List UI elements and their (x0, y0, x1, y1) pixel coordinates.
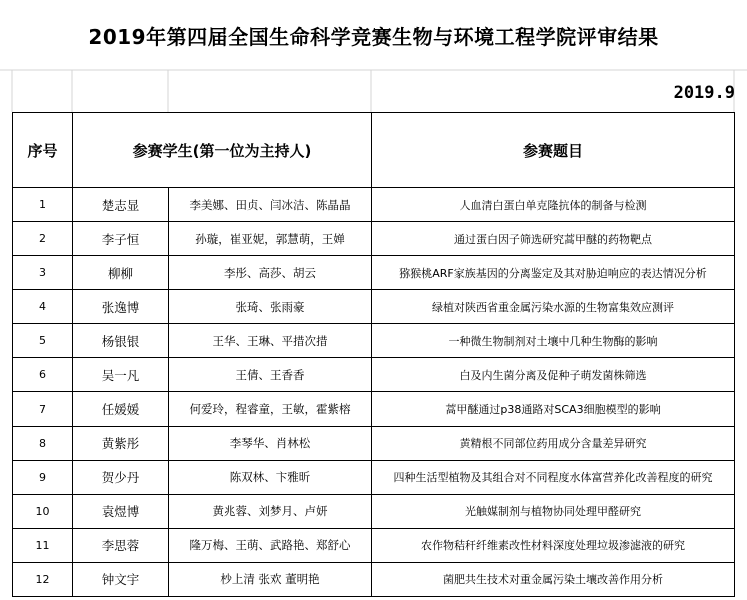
table-row (13, 290, 735, 324)
lead-student: 黄紫彤 (73, 426, 169, 460)
member-students: 隆万梅、王萌、武路艳、郑舒心 (169, 528, 372, 562)
table-row (13, 460, 735, 494)
date-label: 2019.9 (673, 83, 735, 103)
row-number: 6 (13, 358, 73, 392)
table-row (13, 528, 735, 562)
project-topic: 菌肥共生技术对重金属污染土壤改善作用分析 (372, 562, 735, 596)
member-students: 张琦、张雨豪 (169, 290, 372, 324)
project-topic: 一种微生物制剂对土壤中几种生物酶的影响 (372, 324, 735, 358)
project-topic: 蒿甲醚通过p38通路对SCA3细胞模型的影响 (372, 392, 735, 426)
member-students: 李琴华、肖林松 (169, 426, 372, 460)
row-number: 7 (13, 392, 73, 426)
table-row (13, 188, 735, 222)
member-students: 何爱玲，程睿童，王敏，霍紫榕 (169, 392, 372, 426)
row-number: 10 (13, 494, 73, 528)
header-seq: 序号 (13, 113, 73, 188)
lead-student: 李子恒 (73, 222, 169, 256)
lead-student: 楚志显 (73, 188, 169, 222)
row-number: 8 (13, 426, 73, 460)
project-topic: 猕猴桃ARF家族基因的分离鉴定及其对胁迫响应的表达情况分析 (372, 256, 735, 290)
table-row (13, 222, 735, 256)
lead-student: 张逸博 (73, 290, 169, 324)
lead-student: 李思蓉 (73, 528, 169, 562)
table-row (13, 392, 735, 426)
table-row (13, 426, 735, 460)
project-topic: 黄精根不同部位药用成分含量差异研究 (372, 426, 735, 460)
project-topic: 通过蛋白因子筛选研究蒿甲醚的药物靶点 (372, 222, 735, 256)
member-students: 李彤、高莎、胡云 (169, 256, 372, 290)
table-row (13, 494, 735, 528)
row-number: 2 (13, 222, 73, 256)
lead-student: 钟文宇 (73, 562, 169, 596)
member-students: 陈双林、卞雅昕 (169, 460, 372, 494)
results-table (12, 112, 735, 597)
member-students: 李美娜、田贞、闫冰洁、陈晶晶 (169, 188, 372, 222)
project-topic: 四种生活型植物及其组合对不同程度水体富营养化改善程度的研究 (372, 460, 735, 494)
member-students: 王倩、王香香 (169, 358, 372, 392)
lead-student: 柳柳 (73, 256, 169, 290)
table-row (13, 562, 735, 596)
row-number: 5 (13, 324, 73, 358)
member-students: 王华、王琳、平措次措 (169, 324, 372, 358)
header-students: 参赛学生(第一位为主持人) (73, 113, 372, 188)
row-number: 12 (13, 562, 73, 596)
member-students: 杪上清 张欢 董明艳 (169, 562, 372, 596)
row-number: 1 (13, 188, 73, 222)
project-topic: 绿植对陕西省重金属污染水源的生物富集效应测评 (372, 290, 735, 324)
member-students: 孙璇，崔亚妮，郭慧萌，王婵 (169, 222, 372, 256)
project-topic: 人血清白蛋白单克隆抗体的制备与检测 (372, 188, 735, 222)
table-row (13, 324, 735, 358)
header-row (13, 113, 735, 188)
row-number: 3 (13, 256, 73, 290)
row-number: 9 (13, 460, 73, 494)
project-topic: 光触媒制剂与植物协同处理甲醛研究 (372, 494, 735, 528)
lead-student: 任媛媛 (73, 392, 169, 426)
table-row (13, 256, 735, 290)
lead-student: 吴一凡 (73, 358, 169, 392)
header-topic: 参赛题目 (372, 113, 735, 188)
table-row (13, 358, 735, 392)
lead-student: 杨银银 (73, 324, 169, 358)
page-title: 2019年第四届全国生命科学竞赛生物与环境工程学院评审结果 (88, 24, 659, 49)
member-students: 黄兆蓉、刘梦月、卢妍 (169, 494, 372, 528)
lead-student: 贺少丹 (73, 460, 169, 494)
row-number: 11 (13, 528, 73, 562)
lead-student: 袁煜博 (73, 494, 169, 528)
project-topic: 农作物秸秆纤维素改性材料深度处理垃圾渗滤液的研究 (372, 528, 735, 562)
project-topic: 白及内生菌分离及促种子萌发菌株筛选 (372, 358, 735, 392)
row-number: 4 (13, 290, 73, 324)
